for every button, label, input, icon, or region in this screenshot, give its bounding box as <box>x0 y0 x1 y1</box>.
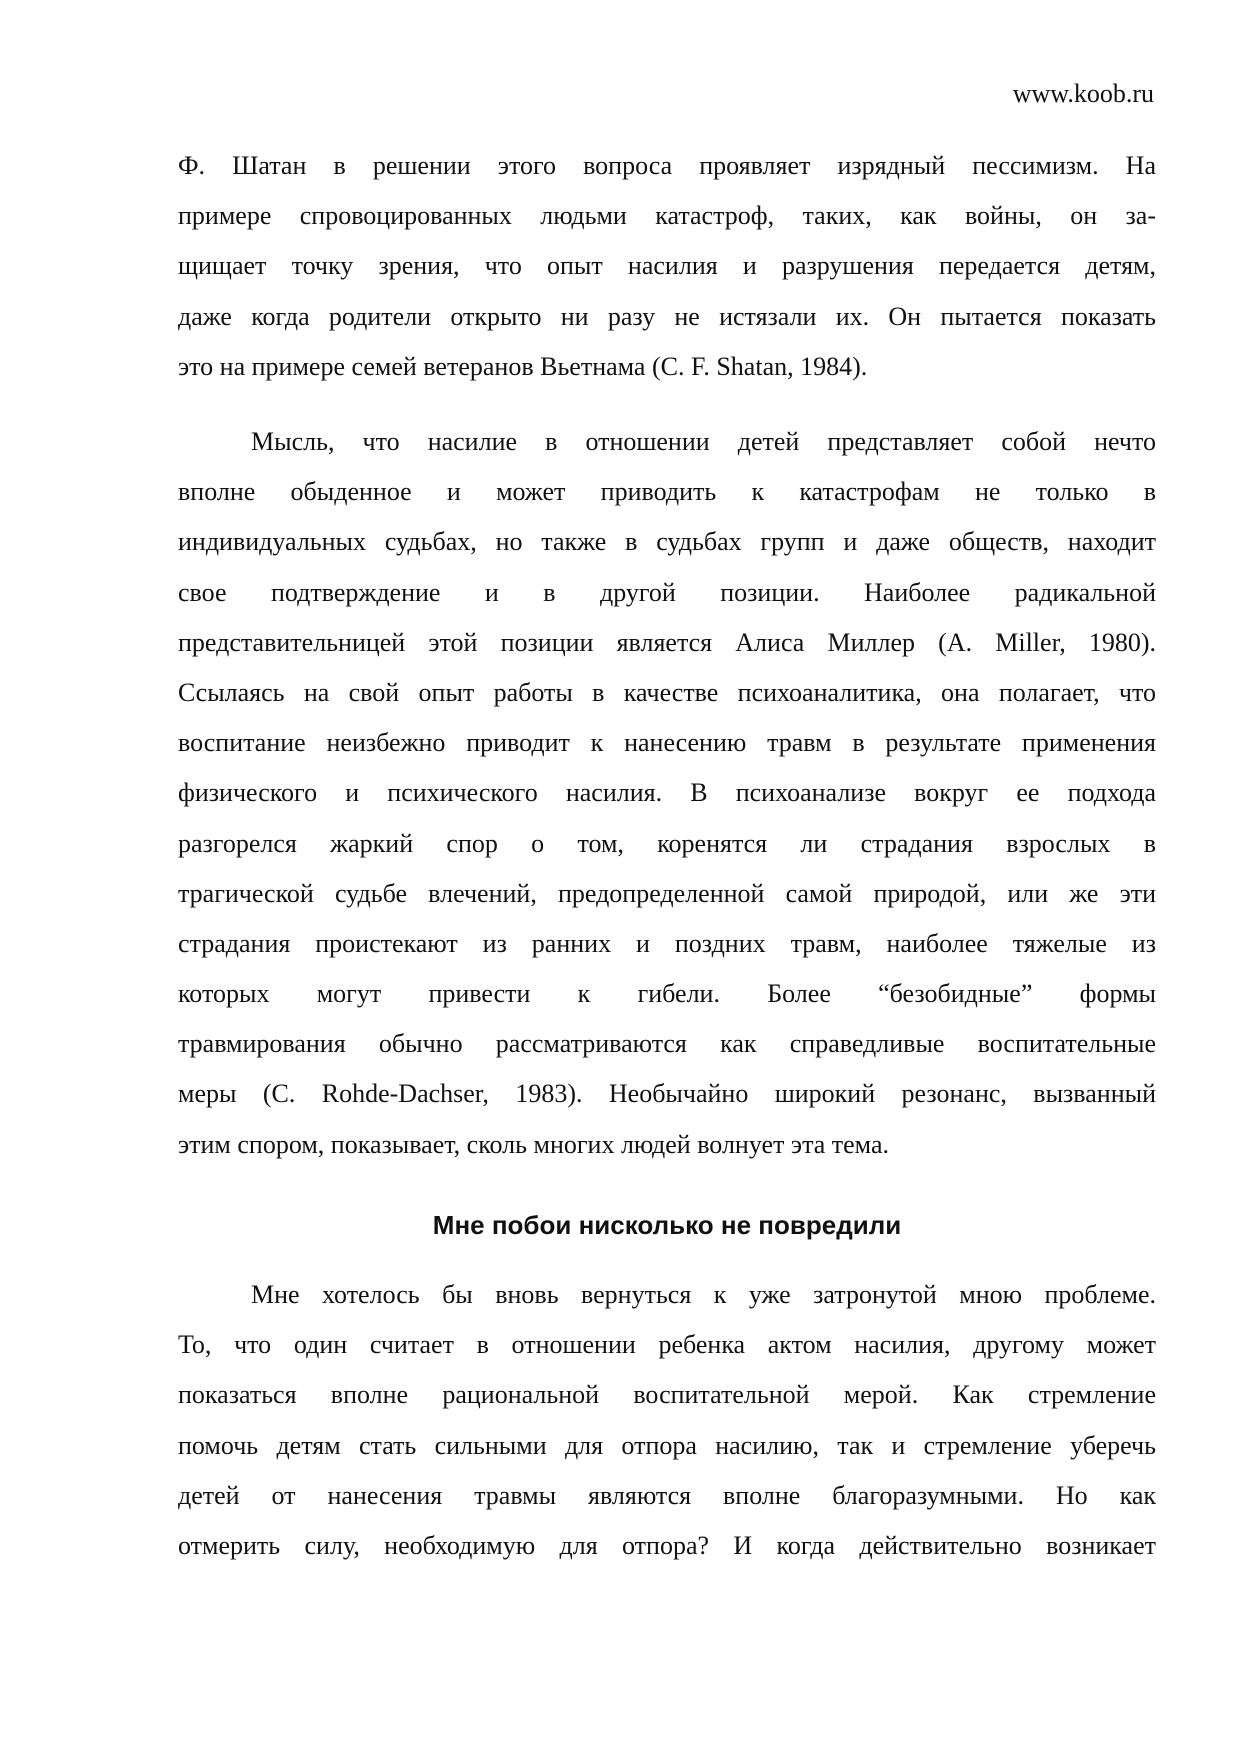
paragraph-line: Мне хотелось бы вновь вернуться к уже затронутой мною проблеме. <box>251 1280 1156 1309</box>
paragraph-line: индивидуальных судьбах, но также в судьбах групп и даже обществ, находит <box>178 527 1156 557</box>
paragraph-line: Ф. Шатан в решении этого вопроса проявляет изрядный пессимизм. На <box>178 151 1156 180</box>
paragraph-line: То, что один считает в отношении ребенка актом насилия, другому может <box>178 1330 1156 1360</box>
paragraph-line: этим спором, показывает, сколь многих людей волнует эта тема. <box>178 1129 890 1159</box>
paragraph-line: щищает точку зрения, что опыт насилия и разрушения передается детям, <box>178 251 1156 281</box>
paragraph-line: меры (C. Rohde-Dachser, 1983). Необычайно широкий резонанс, вызванный <box>178 1079 1156 1109</box>
paragraph-line: это на примере семей ветеранов Вьетнама (C. F. Shatan, 1984). <box>178 351 868 381</box>
paragraph-line: Мысль, что насилие в отношении детей представляет собой нечто <box>251 427 1156 456</box>
paragraph-line: которых могут привести к гибели. Более “безобидные” формы <box>178 979 1156 1009</box>
paragraph-1 <box>178 141 1156 392</box>
paragraph-line: представительницей этой позиции является Алиса Миллер (A. Miller, 1980). <box>178 627 1156 657</box>
header-url: www.koob.ru <box>1012 79 1154 108</box>
paragraph-3 <box>178 1270 1156 1571</box>
paragraph-line: отмерить силу, необходимую для отпора? И когда действительно возникает <box>178 1530 1156 1560</box>
section-heading: Мне побои нисколько не повредили <box>432 1210 902 1240</box>
paragraph-line: травмирования обычно рассматриваются как справедливые воспитательные <box>178 1029 1156 1059</box>
paragraph-line: трагической судьбе влечений, предопределенной самой природой, или же эти <box>178 878 1156 908</box>
paragraph-line: физического и психического насилия. В психоанализе вокруг ее подхода <box>178 778 1156 808</box>
paragraph-line: страдания проистекают из ранних и поздних травм, наиболее тяжелые из <box>178 928 1156 958</box>
paragraph-line: разгорелся жаркий спор о том, коренятся ли страдания взрослых в <box>178 828 1156 858</box>
paragraph-line: даже когда родители открыто ни разу не истязали их. Он пытается показать <box>178 301 1156 331</box>
paragraph-2 <box>178 417 1156 1170</box>
paragraph-line: помочь детям стать сильными для отпора насилию, так и стремление уберечь <box>178 1430 1156 1460</box>
paragraph-line: вполне обыденное и может приводить к катастрофам не только в <box>178 477 1156 507</box>
paragraph-line: примере спровоцированных людьми катастроф, таких, как войны, он за- <box>178 201 1156 231</box>
paragraph-line: воспитание неизбежно приводит к нанесению травм в результате применения <box>178 728 1156 758</box>
paragraph-line: Ссылаясь на свой опыт работы в качестве психоаналитика, она полагает, что <box>178 677 1156 707</box>
paragraph-line: свое подтверждение и в другой позиции. Наиболее радикальной <box>178 577 1156 607</box>
paragraph-line: показаться вполне рациональной воспитательной мерой. Как стремление <box>178 1380 1156 1410</box>
paragraph-line: детей от нанесения травмы являются вполне благоразумными. Но как <box>178 1480 1156 1510</box>
